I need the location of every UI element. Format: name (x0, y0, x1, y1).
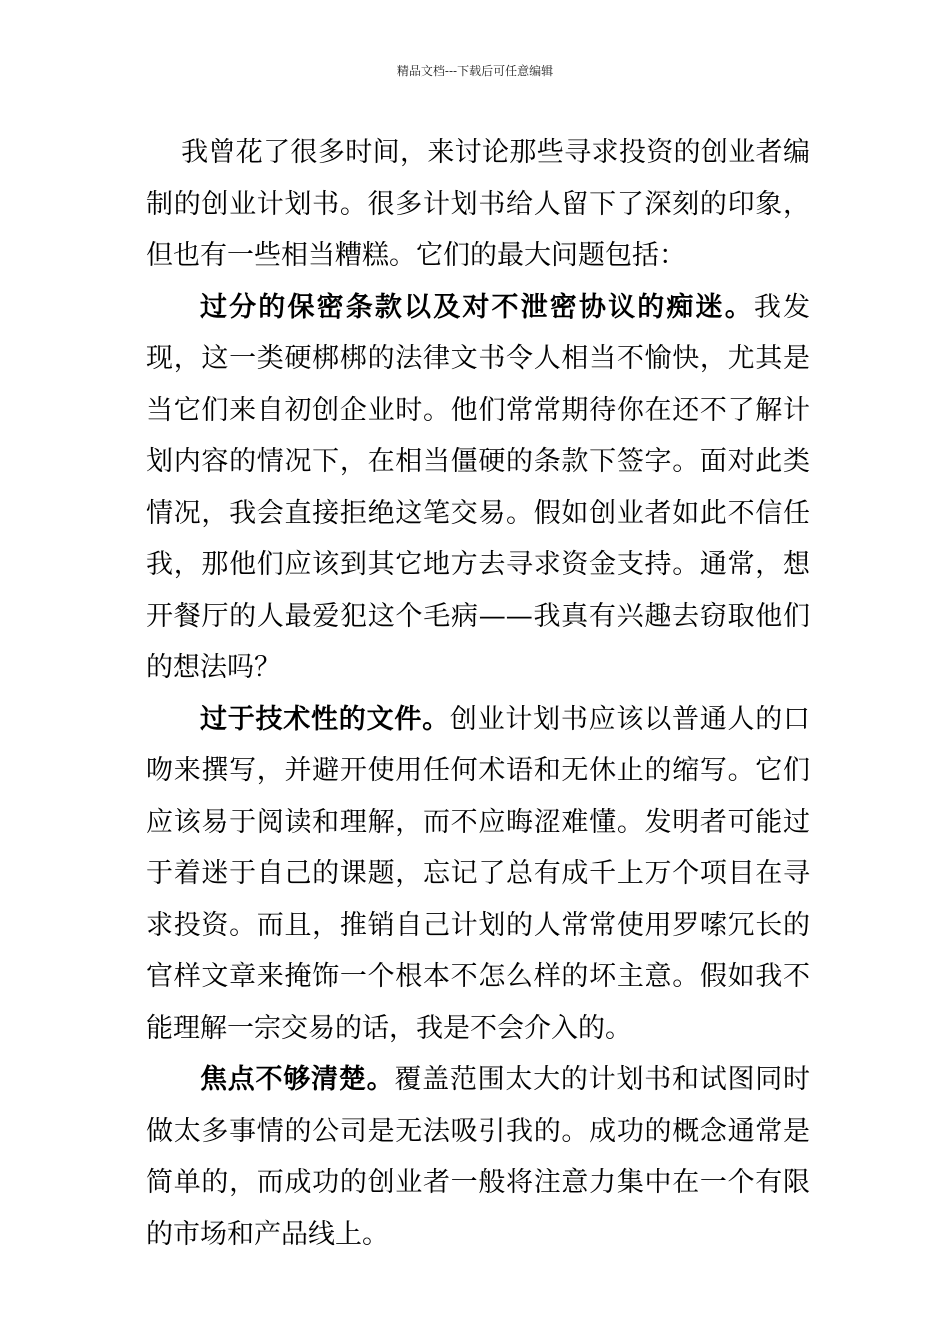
paragraph-heading: 过于技术性的文件。 (200, 703, 450, 735)
paragraph-heading: 过分的保密条款以及对不泄密协议的痴迷。 (200, 291, 754, 323)
paragraph-heading: 焦点不够清楚。 (200, 1064, 395, 1095)
document-body (146, 127, 810, 1260)
paragraph-text: 我曾花了很多时间，来讨论那些寻求投资的创业者编制的创业计划书。很多计划书给人留下了深刻的印象，但也有一些相当糟糕。它们的最大问题包括： (146, 137, 810, 271)
paragraph-focus (146, 1054, 810, 1260)
page-header: 精品文档---下载后可任意编辑 (396, 64, 554, 78)
paragraph-text: 我发现，这一类硬梆梆的法律文书令人相当不愉快，尤其是当它们来自初创企业时。他们常常期待你在还不了解计划内容的情况下，在相当僵硬的条款下签字。面对此类情况，我会直接拒绝这笔交易。假如创业者如此不信任我，那他们应该到其它地方去寻求资金支持。通常，想开餐厅的人最爱犯这个毛病——我真有兴趣去窃取他们的想法吗？ (146, 291, 811, 683)
paragraph-confidentiality (146, 282, 810, 694)
paragraph-technical (146, 694, 810, 1055)
paragraph-text: 覆盖范围太大的计划书和试图同时做太多事情的公司是无法吸引我的。成功的概念通常是简单的，而成功的创业者一般将注意力集中在一个有限的市场和产品线上。 (146, 1064, 811, 1250)
paragraph-text: 创业计划书应该以普通人的口吻来撰写，并避开使用任何术语和无休止的缩写。它们应该易于阅读和理解，而不应晦涩难懂。发明者可能过于着迷于自己的课题，忘记了总有成千上万个项目在寻求投资。而且，推销自己计划的人常常使用罗嗦冗长的官样文章来掩饰一个根本不怎么样的坏主意。假如我不能理解一宗交易的话，我是不会介入的。 (146, 703, 811, 1044)
paragraph-intro (146, 127, 810, 282)
